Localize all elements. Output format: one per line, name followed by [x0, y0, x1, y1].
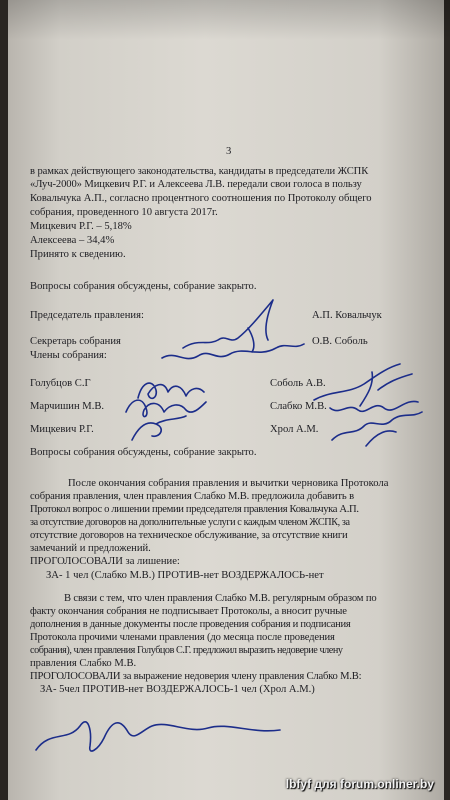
- text-line: правления Слабко М.В.: [30, 658, 137, 669]
- member-name: Соболь А.В.: [270, 378, 326, 389]
- signature-slabko: [324, 388, 424, 424]
- text-line: собрания), член правления Голубцов С.Г. предложил выразить недоверие члену: [30, 645, 343, 656]
- member-name: Марчишин М.В.: [30, 401, 105, 412]
- text-line: «Луч-2000» Мицкевич Р.Г. и Алексеева Л.В. передали свои голоса в пользу: [30, 179, 362, 190]
- members-label: Члены собрания:: [30, 350, 107, 361]
- chairman-label: Председатель правления:: [30, 310, 144, 321]
- text-line: замечаний и предложений.: [30, 543, 151, 554]
- photo-shadow: [8, 0, 450, 40]
- text-line: дополнения в данные документы после проведения собрания и подписания: [30, 619, 351, 630]
- text-line: за отсутствие договоров на дополнительные услуги с каждым членом ЖСПК, за: [30, 517, 350, 528]
- text-line: Протокол вопрос о лишении премии председателя правления Ковальчука А.П.: [30, 504, 359, 515]
- text-line: собрания, проведенного 10 августа 2017г.: [30, 207, 218, 218]
- text-line: Ковальчука А.П., согласно процентного соотношения по Протоколу общего: [30, 193, 372, 204]
- signature-bottom: [28, 690, 288, 770]
- text-line: Принято к сведению.: [30, 249, 126, 260]
- text-line: Мицкевич Р.Г. – 5,18%: [30, 221, 132, 232]
- signature-secretary: [158, 328, 308, 372]
- text-line: Вопросы собрания обсуждены, собрание закрыто.: [30, 447, 257, 458]
- text-line: В связи с тем, что член правления Слабко М.В. регулярным образом по: [64, 593, 377, 604]
- signature-mitskevich: [126, 410, 196, 446]
- text-line: собрания правления, член правления Слабко М.В. предложила добавить в: [30, 491, 354, 502]
- text-line: ЗА- 5чел ПРОТИВ-нет ВОЗДЕРЖАЛОСЬ-1 чел (Хрол А.М.): [40, 684, 315, 695]
- member-name: Мицкевич Р.Г.: [30, 424, 94, 435]
- document-page: [8, 0, 444, 800]
- secretary-name: О.В. Соболь: [312, 336, 368, 347]
- text-line: Алексеева – 34,4%: [30, 235, 115, 246]
- signature-golubtsov: [128, 368, 208, 408]
- text-line: отсутствие договоров на техническое обслуживание, за отсутствие книги: [30, 530, 348, 541]
- watermark: lbfyf для forum.onliner.by: [285, 777, 434, 791]
- text-line: ЗА- 1 чел (Слабко М.В.) ПРОТИВ-нет ВОЗДЕРЖАЛОСЬ-нет: [46, 570, 324, 581]
- text-line: ПРОГОЛОСОВАЛИ за лишение:: [30, 556, 180, 567]
- member-name: Хрол А.М.: [270, 424, 319, 435]
- text-line: Вопросы собрания обсуждены, собрание закрыто.: [30, 281, 257, 292]
- text-line: После окончания собрания правления и вычитки черновика Протокола: [68, 478, 389, 489]
- chairman-name: А.П. Ковальчук: [312, 310, 382, 321]
- secretary-label: Секретарь собрания: [30, 336, 121, 347]
- text-line: Протокола прочими членами правления (до месяца после проведения: [30, 632, 335, 643]
- signature-marchishin: [120, 388, 210, 424]
- signature-chairman: [178, 288, 298, 358]
- member-name: Слабко М.В.: [270, 401, 327, 412]
- text-line: факту окончания собрания не подписывает Протоколы, а вносит ручные: [30, 606, 347, 617]
- member-name: Голубцов С.Г: [30, 378, 91, 389]
- signature-khrol: [326, 406, 426, 450]
- text-line: ПРОГОЛОСОВАЛИ за выражение недоверия члену правления Слабко М.В:: [30, 671, 362, 682]
- page-number: 3: [226, 146, 232, 157]
- text-line: в рамках действующего законодательства, кандидаты в председатели ЖСПК: [30, 166, 369, 177]
